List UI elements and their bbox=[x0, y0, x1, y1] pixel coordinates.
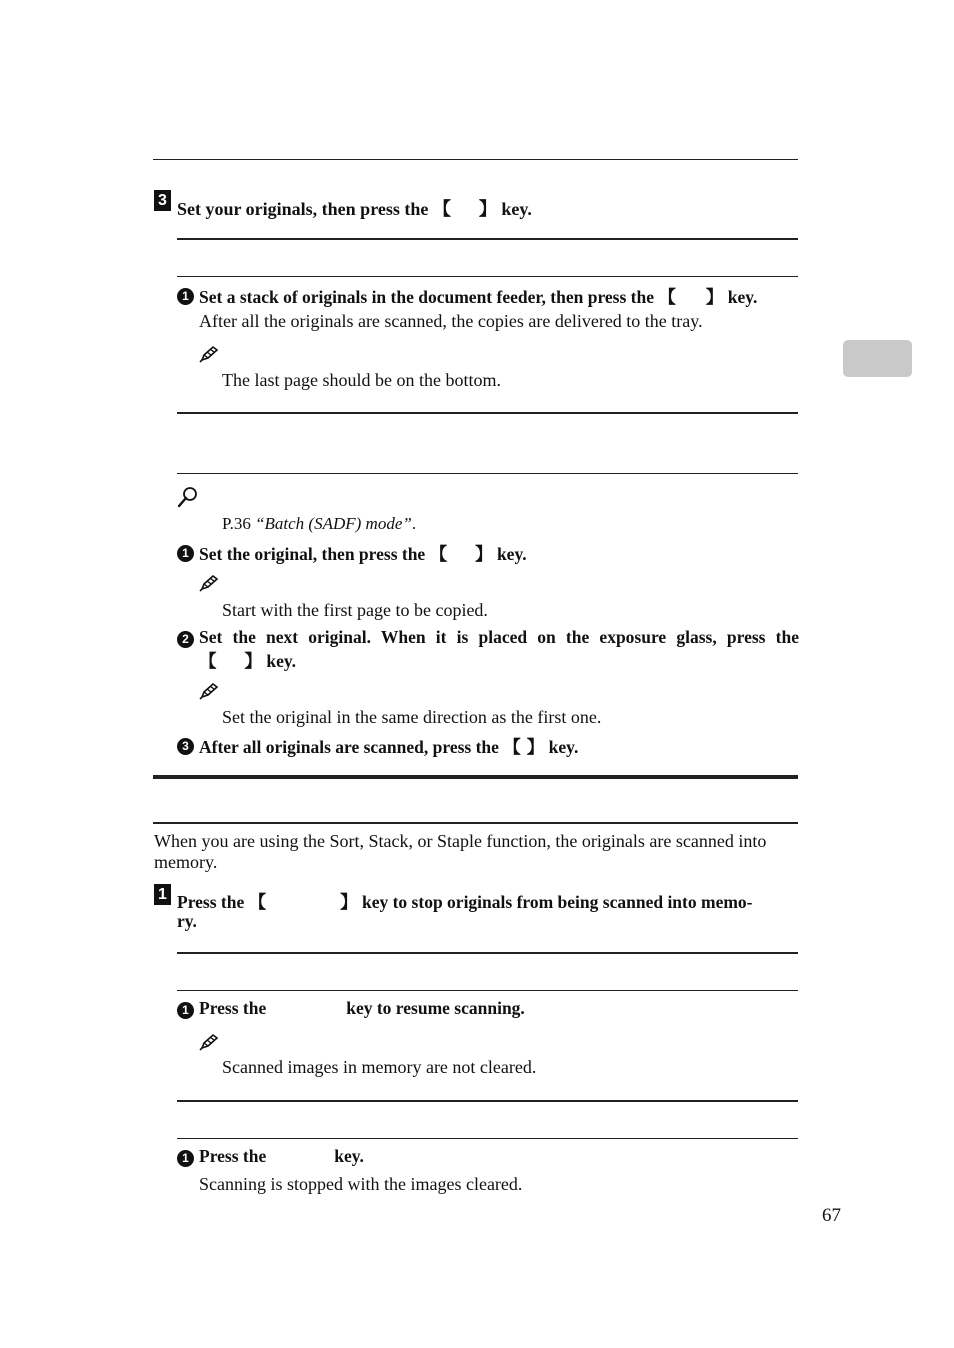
major-rule bbox=[153, 775, 798, 779]
item-text: Press the bbox=[199, 998, 267, 1018]
item-text: Set the original, then press the bbox=[199, 544, 426, 564]
resume-item bbox=[199, 998, 525, 1019]
pencil-note-icon bbox=[199, 682, 219, 705]
step-text: Set your originals, then press the bbox=[177, 199, 429, 219]
note-text: Set the original in the same direction as the first one. bbox=[222, 707, 602, 727]
bracket: 【 bbox=[503, 737, 521, 757]
item-text: key. bbox=[266, 651, 297, 671]
section-rule bbox=[177, 1138, 798, 1139]
batch-item-1 bbox=[199, 541, 527, 566]
step-number: 1 bbox=[154, 884, 171, 905]
section-rule bbox=[177, 238, 798, 240]
item-text: key. bbox=[334, 1146, 364, 1166]
section-rule bbox=[177, 276, 798, 277]
step-text: key. bbox=[501, 199, 532, 219]
item-number: 1 bbox=[177, 545, 194, 562]
item-number: 2 bbox=[177, 631, 194, 648]
pencil-note-icon bbox=[199, 574, 219, 597]
step-text: Press the bbox=[177, 892, 245, 912]
item-text: key. bbox=[548, 737, 579, 757]
sadf-item-text bbox=[199, 284, 757, 309]
item-text: key. bbox=[496, 544, 527, 564]
batch-item-3 bbox=[199, 734, 578, 759]
section-rule bbox=[177, 412, 798, 414]
stop-desc: Scanning is stopped with the images cleared. bbox=[199, 1174, 523, 1194]
item-number: 1 bbox=[177, 1150, 194, 1167]
bracket: 【 bbox=[429, 544, 448, 564]
item-number: 3 bbox=[177, 738, 194, 755]
reference-text bbox=[222, 514, 416, 534]
step-text: key to stop originals from being scanned into memo- bbox=[361, 892, 753, 912]
section-rule bbox=[153, 822, 798, 824]
memory-step-1 bbox=[177, 889, 753, 914]
bracket: 】 bbox=[475, 544, 493, 564]
item-text: key. bbox=[727, 287, 758, 307]
item-number: 1 bbox=[177, 288, 194, 305]
item-number: 1 bbox=[177, 1002, 194, 1019]
step-number: 3 bbox=[154, 190, 171, 211]
bracket: 【 bbox=[199, 651, 217, 671]
section-rule bbox=[177, 952, 798, 954]
bracket: 】 bbox=[705, 287, 724, 307]
item-text: After all originals are scanned, press the bbox=[199, 737, 499, 757]
batch-item-2-cont bbox=[199, 648, 296, 673]
top-rule bbox=[153, 159, 798, 160]
memory-step-1-cont: ry. bbox=[177, 911, 197, 931]
note-text: Start with the first page to be copied. bbox=[222, 600, 488, 620]
memory-intro: When you are using the Sort, Stack, or Staple function, the originals are scanned into memory. bbox=[154, 831, 767, 872]
section-rule bbox=[177, 1100, 798, 1102]
note-text: The last page should be on the bottom. bbox=[222, 370, 501, 390]
section-rule bbox=[177, 473, 798, 474]
reference-magnifier-icon bbox=[177, 486, 199, 513]
batch-item-2: Set the next original. When it is placed on the exposure glass, press the bbox=[199, 627, 799, 647]
pencil-note-icon bbox=[199, 1033, 219, 1056]
stop-item bbox=[199, 1146, 364, 1167]
reference-title[interactable]: “Batch (SADF) mode” bbox=[255, 514, 412, 533]
item-text: Set a stack of originals in the document feeder, then press the bbox=[199, 287, 654, 307]
bracket: 【 bbox=[658, 287, 676, 307]
bracket: 】 bbox=[526, 737, 545, 757]
chapter-tab bbox=[843, 340, 912, 377]
bracket: 】 bbox=[244, 651, 262, 671]
bracket: 】 bbox=[478, 199, 497, 219]
reference-end: . bbox=[411, 514, 417, 533]
item-text: Press the bbox=[199, 1146, 267, 1166]
reference-page: P.36 bbox=[222, 514, 251, 533]
sadf-desc: After all the originals are scanned, the copies are delivered to the tray. bbox=[199, 311, 703, 331]
pencil-note-icon bbox=[199, 345, 219, 368]
item-text: key to resume scanning. bbox=[346, 998, 525, 1018]
section-rule bbox=[177, 990, 798, 991]
bracket: 【 bbox=[432, 199, 451, 219]
page-number: 67 bbox=[822, 1205, 841, 1226]
bracket: 】 bbox=[340, 892, 358, 912]
bracket: 【 bbox=[248, 892, 267, 912]
note-text: Scanned images in memory are not cleared. bbox=[222, 1057, 537, 1077]
step-3-text bbox=[177, 195, 532, 221]
